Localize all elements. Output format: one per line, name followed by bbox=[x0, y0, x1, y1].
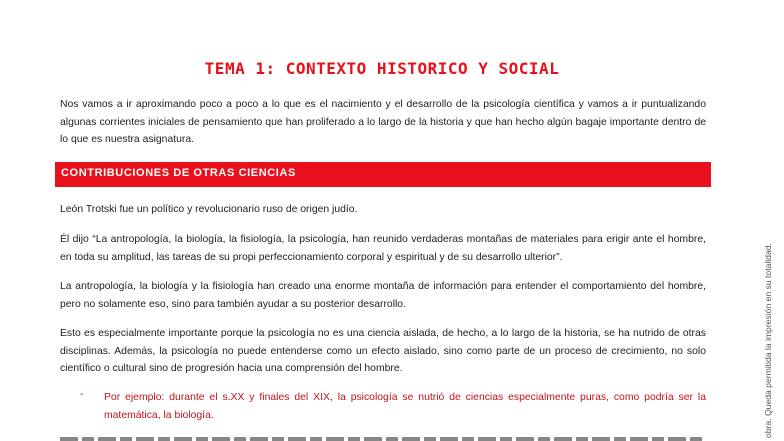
intro-paragraph: Nos vamos a ir aproximando poco a poco a lo que es el nacimiento y el desarrollo de la psicología científica y vamos a ir puntualizando algunas corrientes iniciales de pensamiento que han proliferado a lo largo de la historia y que han hecho algún bagaje importante dentro de lo que es nuestra asignatura. bbox=[60, 99, 706, 145]
paragraph-psychology: Esto es especialmente importante porque la psicología no es una ciencia aislada, de hecho, a lo largo de la historia, se ha nutrido de otras disciplinas. Además, la psicología no puede entenderse como un efecto aislado, sino como parte de un proceso de crecimiento, no solo científico o cultural sino de progresión hacia una comprensión del hombre. bbox=[60, 328, 706, 374]
paragraph-sciences: La antropología, la biología y la fisiología han creado una enorme montaña de información para entender el comportamiento del hombre, pero no solamente eso, sino para también ayudar a su posterior desarrollo. bbox=[60, 281, 706, 310]
paragraph-quote: Él dijo “La antropología, la biología, la fisiología, la psicología, han reunido verdaderas montañas de materiales para erigir ante el hombre, en toda su amplitud, las tareas de su propi perfeccionamiento corporal y espiritual y de su desarrollo ulterior”. bbox=[60, 234, 706, 263]
document-title: TEMA 1: CONTEXTO HISTORICO Y SOCIAL bbox=[204, 59, 560, 78]
paragraph-trotski: León Trotski fue un político y revolucionario ruso de origen judío. bbox=[60, 204, 358, 215]
bullet-marker: - bbox=[80, 389, 84, 400]
section-heading: CONTRIBUCIONES DE OTRAS CIENCIAS bbox=[61, 167, 296, 179]
section-heading-band bbox=[55, 162, 711, 187]
cut-off-text-line bbox=[60, 434, 706, 441]
side-watermark bbox=[763, 200, 773, 438]
watermark-text: obra. Queda permitida la impresión en su totalidad. bbox=[763, 243, 773, 438]
bullet-example: Por ejemplo: durante el s.XX y finales del XIX, la psicología se nutrió de ciencias especialmente puras, como podría ser la matemática, la biología. bbox=[104, 392, 706, 421]
